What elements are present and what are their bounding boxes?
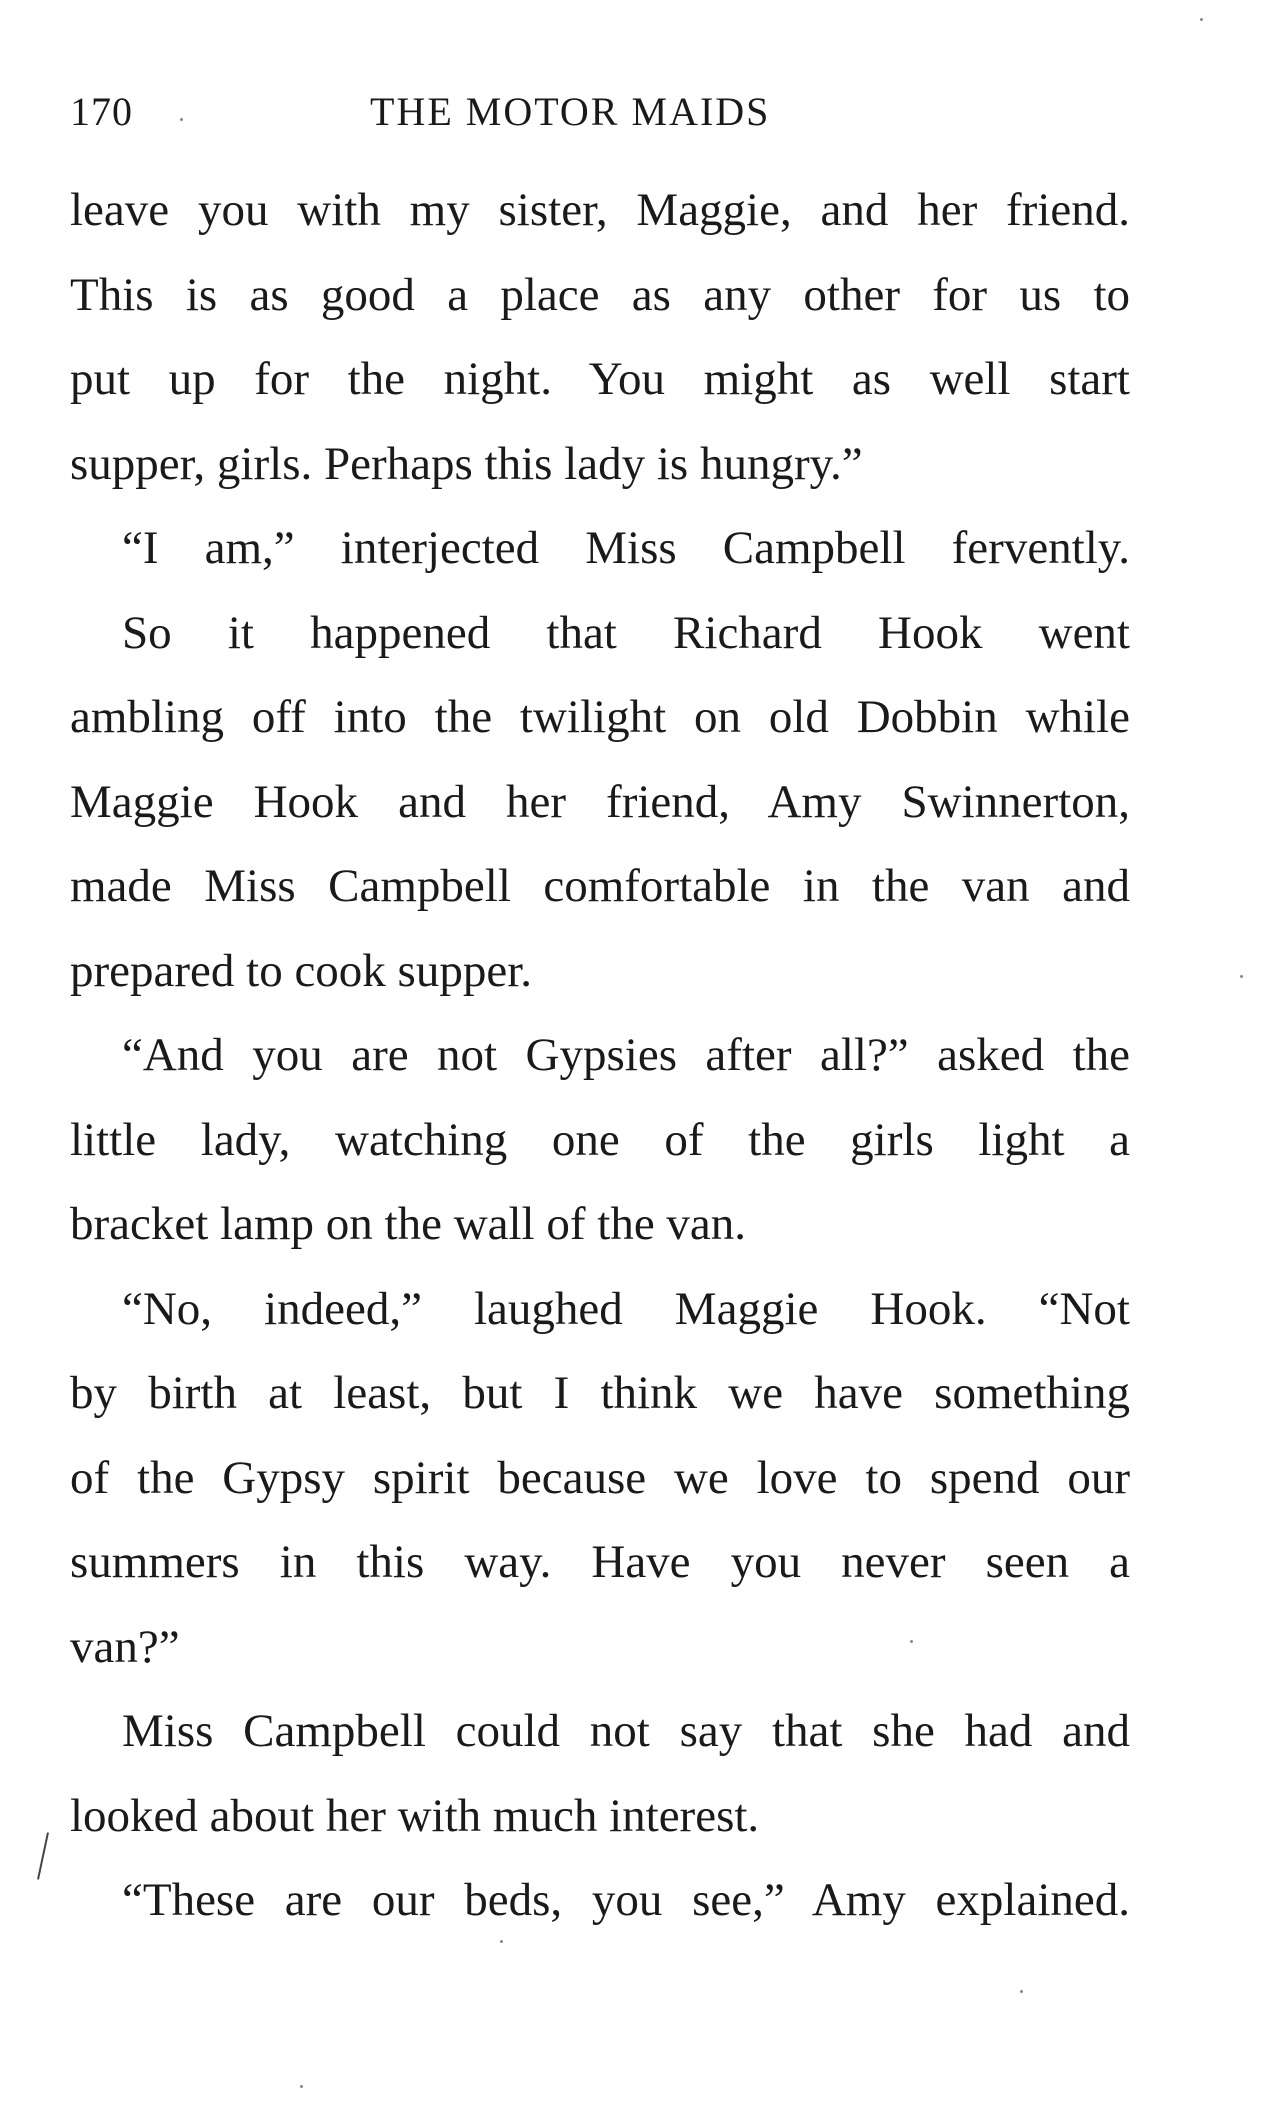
body-text	[70, 168, 1130, 1943]
text-line: looked about her with much interest.	[70, 1789, 760, 1842]
scan-speck	[1020, 1990, 1023, 1993]
scan-mark	[37, 1832, 49, 1879]
text-line: supper, girls. Perhaps this lady is hungry.”	[70, 437, 863, 490]
scan-speck	[500, 1940, 503, 1943]
text-line: by birth at least, but I think we have something	[70, 1367, 1130, 1419]
text-line: of the Gypsy spirit because we love to spend our	[70, 1451, 1130, 1504]
text-line: “No, indeed,” laughed Maggie Hook. “Not	[122, 1282, 1130, 1335]
text-line: This is as good a place as any other for us to	[70, 268, 1130, 321]
text-line: van?”	[70, 1620, 180, 1673]
text-line: prepared to cook supper.	[70, 944, 533, 997]
text-line: “And you are not Gypsies after all?” asked the	[122, 1029, 1130, 1081]
text-line: summers in this way. Have you never seen a	[70, 1536, 1130, 1588]
text-line: Miss Campbell could not say that she had and	[122, 1705, 1130, 1757]
text-line: Maggie Hook and her friend, Amy Swinnerton,	[70, 775, 1130, 828]
text-line: ambling off into the twilight on old Dobbin while	[70, 691, 1130, 743]
page-number: 170	[70, 89, 133, 134]
text-line: “These are our beds, you see,” Amy explained.	[122, 1874, 1130, 1926]
text-line: put up for the night. You might as well start	[70, 353, 1130, 405]
text-line: little lady, watching one of the girls light a	[70, 1113, 1130, 1166]
scan-speck	[300, 2085, 303, 2088]
text-line: leave you with my sister, Maggie, and her friend.	[70, 184, 1130, 236]
text-line: So it happened that Richard Hook went	[122, 606, 1130, 659]
scan-speck	[1200, 18, 1203, 21]
text-line: “I am,” interjected Miss Campbell fervently.	[122, 522, 1130, 574]
text-line: bracket lamp on the wall of the van.	[70, 1198, 747, 1250]
scan-speck	[180, 118, 183, 121]
scan-speck	[910, 1640, 913, 1643]
running-head	[70, 88, 1130, 144]
scan-speck	[1240, 975, 1243, 978]
running-title: THE MOTOR MAIDS	[370, 89, 771, 134]
text-line: made Miss Campbell comfortable in the van and	[70, 860, 1130, 912]
